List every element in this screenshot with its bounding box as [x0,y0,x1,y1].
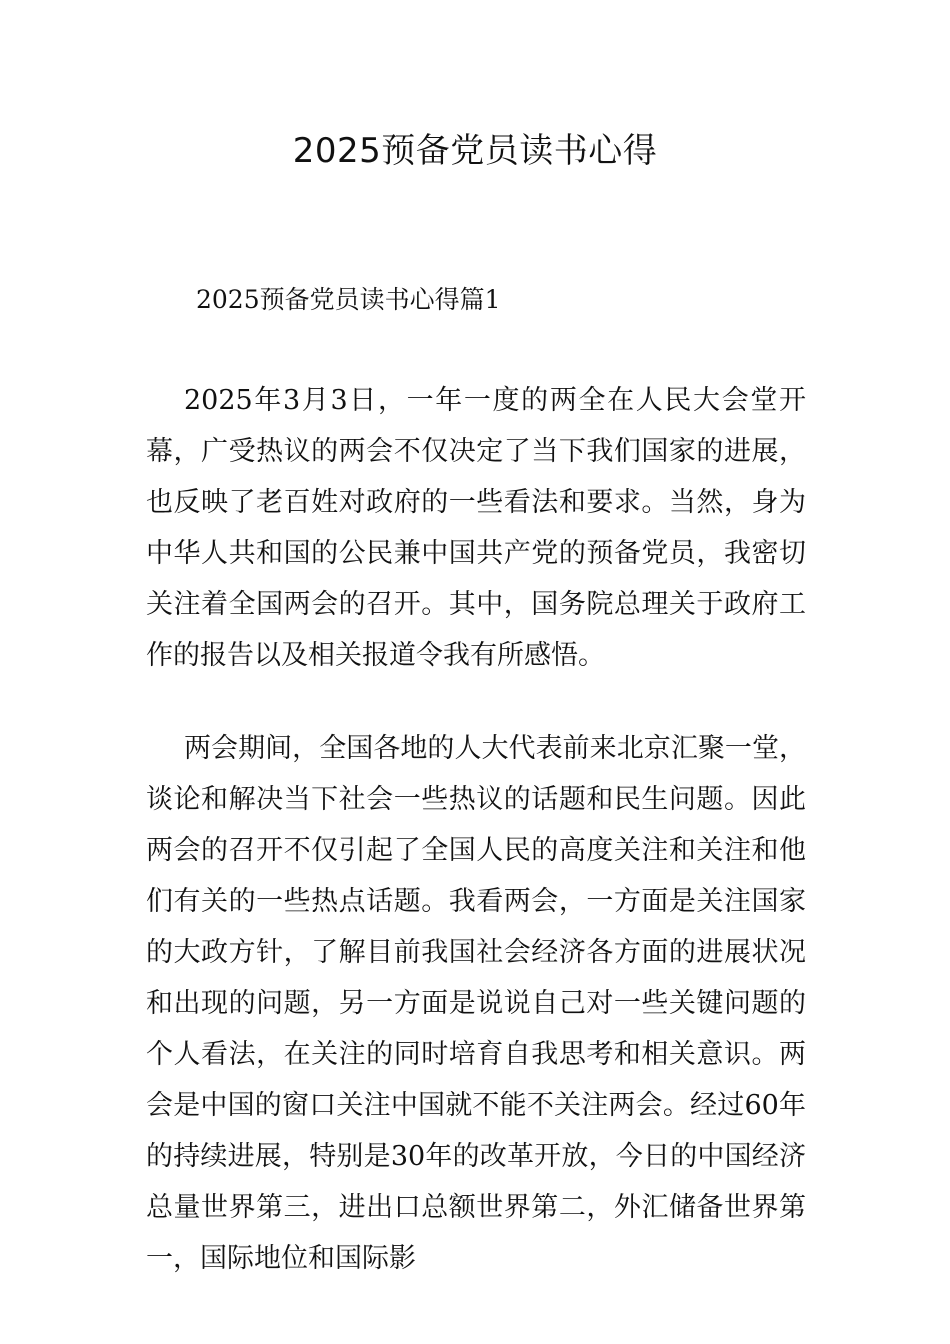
section-heading: 2025预备党员读书心得篇1 [196,285,501,314]
document-title: 2025预备党员读书心得 [292,131,658,171]
paragraph-1: 2025年3月3日，一年一度的两全在人民大会堂开幕，广受热议的两会不仅决定了当下我们国家的进展，也反映了老百姓对政府的一些看法和要求。当然，身为中华人共和国的公民兼中国共产党的预备党员，我密切关注着全国两会的召开。其中，国务院总理关于政府工作的报告以及相关报道令我有所感悟。 [146,385,806,671]
paragraph-2: 两会期间，全国各地的人大代表前来北京汇聚一堂，谈论和解决当下社会一些热议的话题和民生问题。因此两会的召开不仅引起了全国人民的高度关注和关注和他们有关的一些热点话题。我看两会，一方面是关注国家的大政方针，了解目前我国社会经济各方面的进展状况和出现的问题，另一方面是说说自己对一些关键问题的个人看法，在关注的同时培育自我思考和相关意识。两会是中国的窗口关注中国就不能不关注两会。经过60年的持续进展，特别是30年的改革开放，今日的中国经济总量世界第三，进出口总额世界第二，外汇储备世界第一，国际地位和国际影 [146,733,806,1274]
